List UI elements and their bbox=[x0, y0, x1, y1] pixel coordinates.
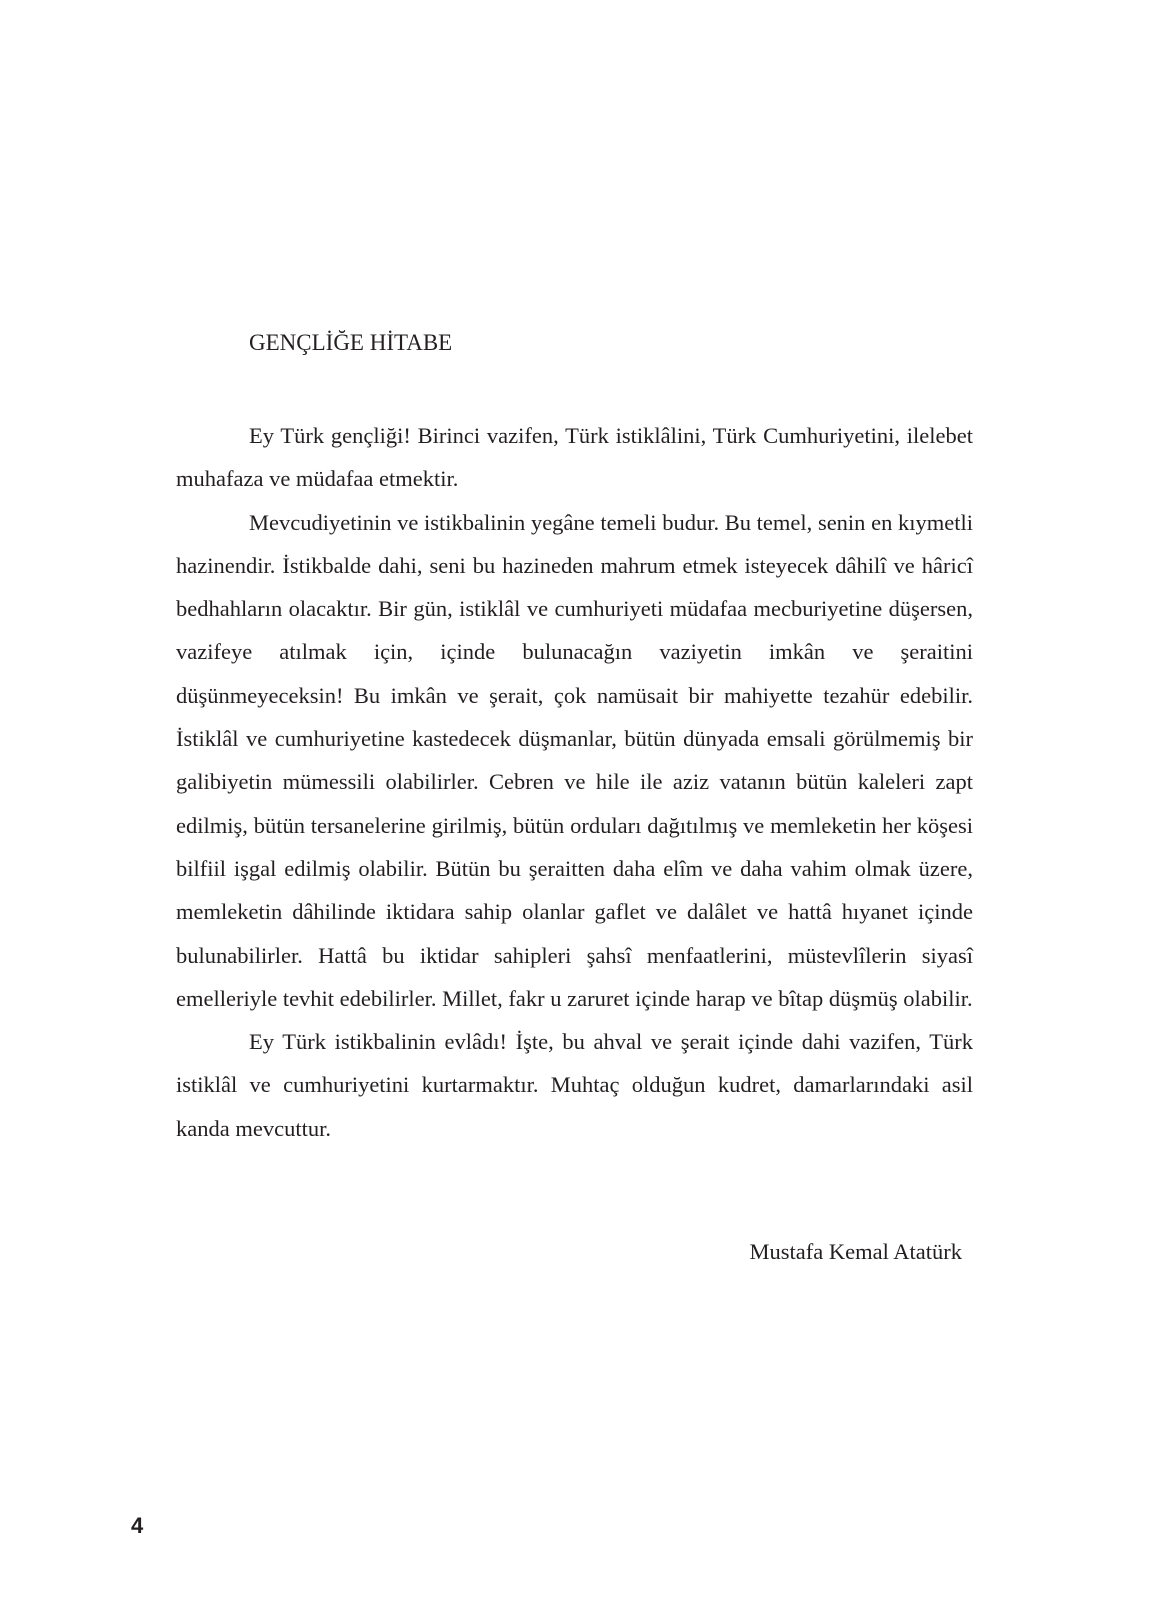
paragraph-2: Mevcudiyetinin ve istikbalinin yegâne temeli budur. Bu temel, senin en kıymetli hazinendir. İstikbalde dahi, seni bu hazineden mahrum etmek isteyecek dâhilî ve hâricî bedhahların olacaktır. Bir gün, istiklâl ve cumhuriyeti müdafaa mecburiyetine düşersen, vazifeye atılmak için, içinde bulunacağın vaziyetin imkân ve şeraitini düşünmeyeceksin! Bu imkân ve şerait, çok namüsait bir mahiyette tezahür edebilir. İstiklâl ve cumhuriyetine kastedecek düşmanlar, bütün dünyada emsali görülmemiş bir galibiyetin mümessili olabilirler. Cebren ve hile ile aziz vatanın bütün kaleleri zapt edilmiş, bütün tersanelerine girilmiş, bütün orduları dağıtılmış ve memleketin her köşesi bilfiil işgal edilmiş olabilir. Bütün bu şeraitten daha elîm ve daha vahim olmak üzere, memleketin dâhilinde iktidara sahip olanlar gaflet ve dalâlet ve hattâ hıyanet içinde bulunabilirler. Hattâ bu iktidar sahipleri şahsî menfaatlerini, müstevlîlerin siyasî emelleriyle tevhit edebilirler. Millet, fakr u zaruret içinde harap ve bîtap düşmüş olabilir. bbox=[176, 509, 973, 1011]
page-number: 4 bbox=[131, 1513, 144, 1538]
document-title: GENÇLİĞE HİTABE bbox=[249, 330, 453, 355]
signature: Mustafa Kemal Atatürk bbox=[749, 1239, 962, 1264]
document-body bbox=[176, 414, 973, 1150]
paragraph-3: Ey Türk istikbalinin evlâdı! İşte, bu ahval ve şerait içinde dahi vazifen, Türk istiklâl ve cumhuriyetini kurtarmaktır. Muhtaç olduğun kudret, damarlarındaki asil kanda mevcuttur. bbox=[176, 1029, 973, 1141]
paragraph-1: Ey Türk gençliği! Birinci vazifen, Türk istiklâlini, Türk Cumhuriyetini, ilelebet muhafaza ve müdafaa etmektir. bbox=[176, 423, 973, 492]
